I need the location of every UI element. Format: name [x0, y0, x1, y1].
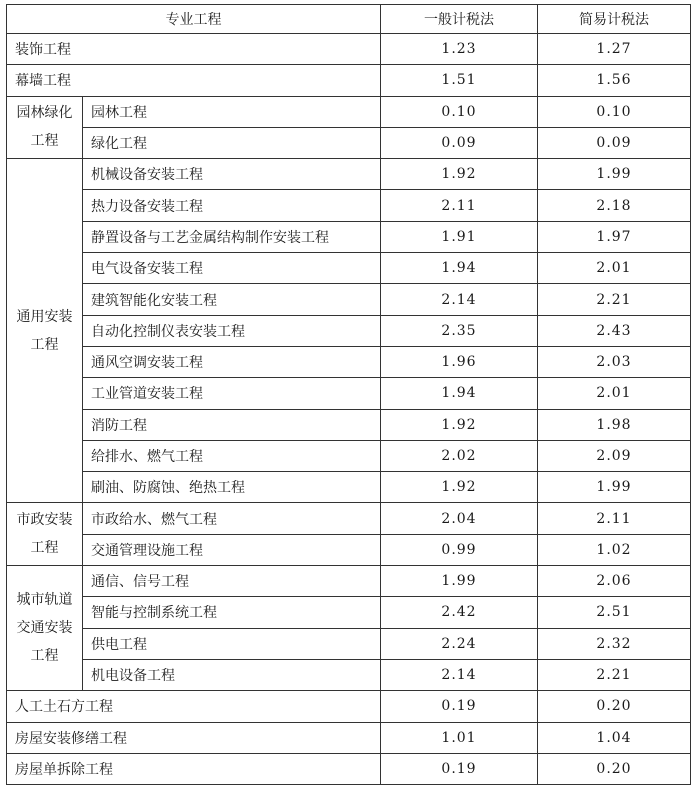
- general-rate: 2.14: [381, 659, 538, 690]
- general-rate: 1.99: [381, 566, 538, 597]
- general-rate: 1.92: [381, 472, 538, 503]
- table-row: [7, 65, 691, 96]
- simple-rate: 2.51: [538, 597, 691, 628]
- row-name: 刷油、防腐蚀、绝热工程: [83, 472, 381, 503]
- general-rate: 1.94: [381, 253, 538, 284]
- simple-rate: 1.97: [538, 221, 691, 252]
- row-name: 园林工程: [83, 96, 381, 127]
- table-row: [7, 159, 691, 190]
- row-name: 通信、信号工程: [83, 566, 381, 597]
- simple-rate: 1.98: [538, 409, 691, 440]
- table-row: [7, 378, 691, 409]
- general-rate: 2.14: [381, 284, 538, 315]
- row-name: 建筑智能化安装工程: [83, 284, 381, 315]
- row-name: 静置设备与工艺金属结构制作安装工程: [83, 221, 381, 252]
- simple-rate: 1.99: [538, 472, 691, 503]
- general-rate: 0.19: [381, 691, 538, 722]
- row-name: 供电工程: [83, 628, 381, 659]
- simple-rate: 1.99: [538, 159, 691, 190]
- row-name: 装饰工程: [7, 34, 381, 65]
- table-row: [7, 566, 691, 597]
- table-row: [7, 472, 691, 503]
- simple-rate: 2.11: [538, 503, 691, 534]
- general-rate: 1.01: [381, 722, 538, 753]
- simple-rate: 2.18: [538, 190, 691, 221]
- row-name: 机电设备工程: [83, 659, 381, 690]
- simple-rate: 1.02: [538, 534, 691, 565]
- row-name: 工业管道安装工程: [83, 378, 381, 409]
- group-label-landscape: 园林绿化工程: [7, 96, 83, 159]
- simple-rate: 2.06: [538, 566, 691, 597]
- table-row: [7, 753, 691, 784]
- general-rate: 1.23: [381, 34, 538, 65]
- general-rate: 1.51: [381, 65, 538, 96]
- row-name: 市政给水、燃气工程: [83, 503, 381, 534]
- table-row: [7, 96, 691, 127]
- general-rate: 1.92: [381, 159, 538, 190]
- rate-table-container: [6, 4, 690, 785]
- table-row: [7, 190, 691, 221]
- table-row: [7, 659, 691, 690]
- row-name: 人工土石方工程: [7, 691, 381, 722]
- simple-rate: 2.43: [538, 315, 691, 346]
- row-name: 通风空调安装工程: [83, 346, 381, 377]
- simple-rate: 2.21: [538, 284, 691, 315]
- table-row: [7, 34, 691, 65]
- header-project: 专业工程: [7, 5, 381, 34]
- table-row: [7, 628, 691, 659]
- simple-rate: 1.56: [538, 65, 691, 96]
- row-name: 房屋安装修缮工程: [7, 722, 381, 753]
- general-rate: 1.94: [381, 378, 538, 409]
- general-rate: 2.24: [381, 628, 538, 659]
- simple-rate: 2.01: [538, 378, 691, 409]
- row-name: 机械设备安装工程: [83, 159, 381, 190]
- simple-rate: 0.20: [538, 753, 691, 784]
- group-label-rail: 城市轨道交通安装工程: [7, 566, 83, 691]
- header-simple-tax: 简易计税法: [538, 5, 691, 34]
- table-row: [7, 409, 691, 440]
- row-name: 智能与控制系统工程: [83, 597, 381, 628]
- general-rate: 2.42: [381, 597, 538, 628]
- general-rate: 2.04: [381, 503, 538, 534]
- general-rate: 0.19: [381, 753, 538, 784]
- table-row: [7, 315, 691, 346]
- simple-rate: 0.20: [538, 691, 691, 722]
- row-name: 给排水、燃气工程: [83, 440, 381, 471]
- simple-rate: 2.21: [538, 659, 691, 690]
- general-rate: 0.99: [381, 534, 538, 565]
- row-name: 绿化工程: [83, 127, 381, 158]
- header-row: [7, 5, 691, 34]
- table-row: [7, 534, 691, 565]
- table-row: [7, 597, 691, 628]
- row-name: 自动化控制仪表安装工程: [83, 315, 381, 346]
- table-row: [7, 253, 691, 284]
- row-name: 电气设备安装工程: [83, 253, 381, 284]
- table-row: [7, 221, 691, 252]
- header-general-tax: 一般计税法: [381, 5, 538, 34]
- table-row: [7, 284, 691, 315]
- table-row: [7, 346, 691, 377]
- table-row: [7, 722, 691, 753]
- general-rate: 2.02: [381, 440, 538, 471]
- simple-rate: 1.04: [538, 722, 691, 753]
- general-rate: 1.96: [381, 346, 538, 377]
- general-rate: 0.09: [381, 127, 538, 158]
- simple-rate: 1.27: [538, 34, 691, 65]
- general-rate: 2.35: [381, 315, 538, 346]
- group-label-install: 通用安装工程: [7, 159, 83, 503]
- simple-rate: 0.10: [538, 96, 691, 127]
- row-name: 热力设备安装工程: [83, 190, 381, 221]
- simple-rate: 2.01: [538, 253, 691, 284]
- general-rate: 0.10: [381, 96, 538, 127]
- general-rate: 1.91: [381, 221, 538, 252]
- table-row: [7, 691, 691, 722]
- row-name: 消防工程: [83, 409, 381, 440]
- general-rate: 1.92: [381, 409, 538, 440]
- row-name: 交通管理设施工程: [83, 534, 381, 565]
- row-name: 幕墙工程: [7, 65, 381, 96]
- rate-table: [6, 4, 691, 785]
- general-rate: 2.11: [381, 190, 538, 221]
- table-row: [7, 127, 691, 158]
- table-row: [7, 503, 691, 534]
- simple-rate: 0.09: [538, 127, 691, 158]
- group-label-municipal: 市政安装工程: [7, 503, 83, 566]
- simple-rate: 2.32: [538, 628, 691, 659]
- simple-rate: 2.09: [538, 440, 691, 471]
- table-row: [7, 440, 691, 471]
- row-name: 房屋单拆除工程: [7, 753, 381, 784]
- simple-rate: 2.03: [538, 346, 691, 377]
